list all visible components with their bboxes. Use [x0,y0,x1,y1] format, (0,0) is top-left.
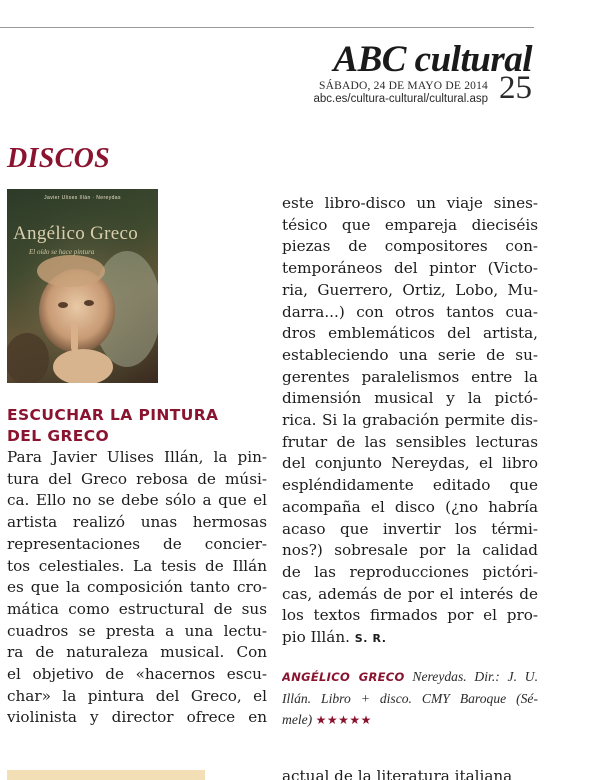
cherub-painting-icon [7,189,158,383]
body-line: Para Javier Ulises Illán, la pin- [7,448,267,466]
body-last-line [282,627,538,650]
body-line: char» la pintura del Greco, el [7,686,267,705]
body-line: tos celestiales. La tesis de Illán [7,556,267,575]
credits-line: Illán. Libro + disco. CMY Baroque (Sé- [282,691,538,706]
body-line: de las reproducciones pictóri- [282,562,538,581]
body-line: estableciendo una serie de su- [282,345,538,364]
body-line: darra...) con otros tantos cua- [282,302,538,321]
body-line: ra de naturaleza musical. Con [7,643,267,662]
body-line: frutar de las sensibles lecturas [282,432,538,451]
review-right-column [282,193,538,650]
album-cover-image [7,189,158,383]
body-line: dros emblemáticos del artista, [282,324,538,343]
body-line: gerentes paralelismos entre la [282,367,538,386]
body-line: dimensión musical y la pictó- [282,389,538,408]
next-article-text: actual de la literatura italiana [282,767,513,780]
body-line: violinista y director ofrece en [7,708,267,727]
headline-line: ESCUCHAR LA PINTURA [7,406,219,424]
next-article-box [7,770,205,780]
review-headline [7,405,267,447]
body-line: cuadros se presta a una lectu- [7,621,267,640]
last-line-text: pio Illán. [282,628,350,647]
body-line: del conjunto Nereydas, el libro [282,454,538,473]
body-line: este libro-disco un viaje sines- [282,194,538,212]
credits-line [282,709,538,731]
credits-text: Nereydas. Dir.: J. U. [412,669,538,684]
body-line: temporáneos del pintor (Victo- [282,259,538,278]
album-credits [282,666,538,731]
body-line: rica. Si la grabación permite dis- [282,411,538,430]
issue-date: SÁBADO, 24 DE MAYO DE 2014 [319,80,488,92]
body-line: mática como estructural de sus [7,599,267,618]
body-line: acaso que invertir los térmi- [282,519,538,538]
body-line: tésico que empareja dieciséis [282,215,538,234]
body-line: acompaña el disco (¿no habría [282,497,538,516]
headline-line: DEL GRECO [7,427,110,445]
publication-masthead: ABC cultural [333,39,532,80]
page-number: 25 [499,70,532,106]
body-line: ria, Guerrero, Ortiz, Lobo, Mu- [282,280,538,299]
body-line: tura del Greco rebosa de músi- [7,469,267,488]
review-body-left [7,447,267,729]
issue-url: abc.es/cultura-cultural/cultural.asp [313,93,488,105]
top-rule [0,27,534,28]
cover-header-text: Javier Ulises Illán · Nereydas [44,195,121,201]
cover-title: Angélico Greco [13,223,139,244]
body-line: piezas de compositores con- [282,237,538,256]
body-line: los textos firmados por el pro- [282,606,538,625]
issue-meta [314,80,489,105]
body-line: ca. Ello no se debe sólo a que el [7,491,267,510]
body-line: cas, además de por el interés de [282,584,538,603]
body-line: representaciones de concier- [7,534,267,553]
cover-subtitle: El oído se hace pintura [29,248,95,256]
credits-text: mele) [282,712,313,727]
review-left-column [7,405,267,729]
body-line: el objetivo de «hacernos escu- [7,665,267,684]
section-title: DISCOS [7,143,110,174]
body-line: nos?) sobresale por la calidad [282,541,538,560]
body-line: espléndidamente editado que [282,476,538,495]
credits-album-title: ANGÉLICO GRECO [282,670,405,684]
body-line: es que la composición tanto cro- [7,578,267,597]
author-signature: S. R. [354,632,387,646]
credits-line [282,666,538,688]
body-line: artista realizó unas hermosas [7,513,267,532]
rating-stars-icon: ★★★★★ [315,713,372,727]
